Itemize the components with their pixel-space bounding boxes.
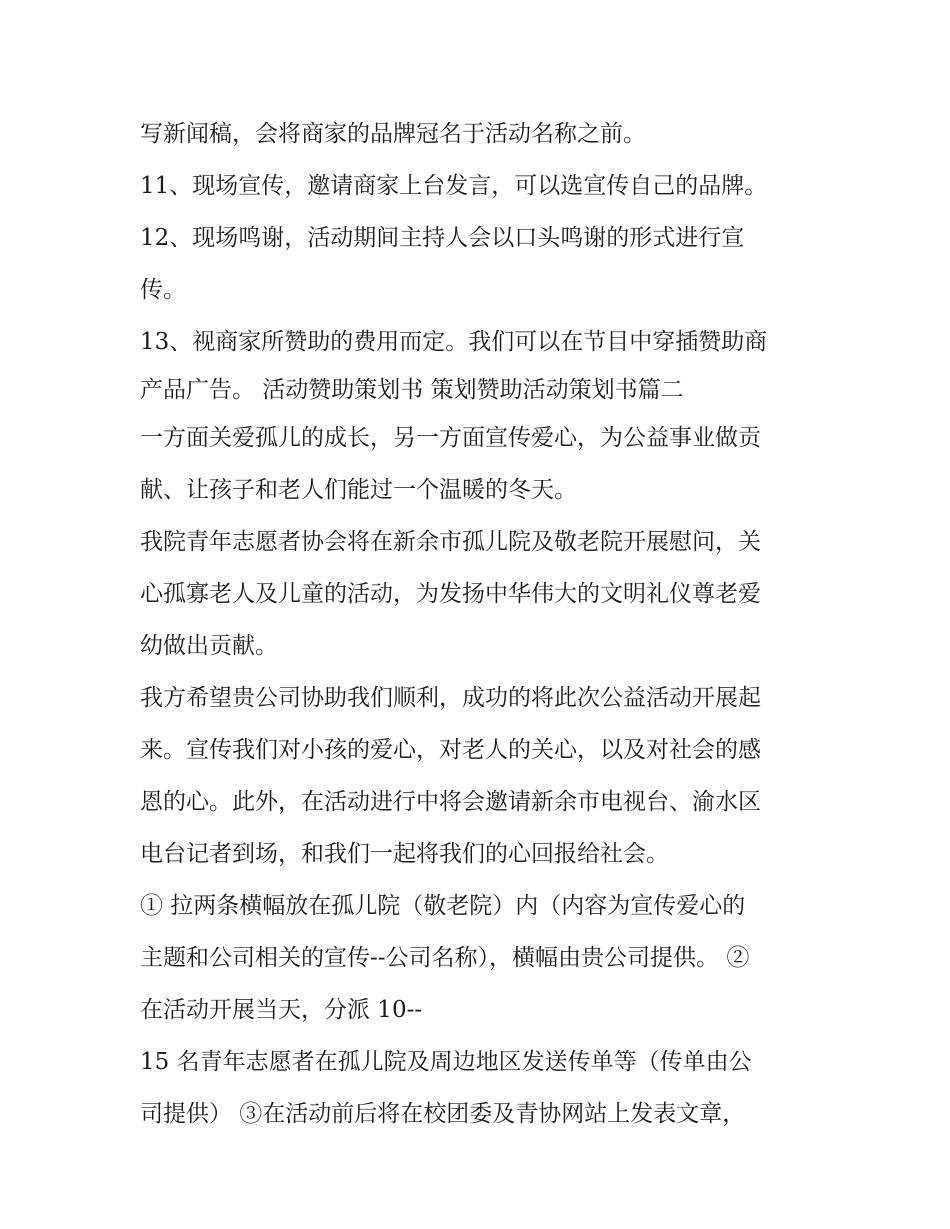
- text-line: 我方希望贵公司协助我们顺利，成功的将此次公益活动开展起: [140, 685, 761, 711]
- text-line: 15 名青年志愿者在孤儿院及周边地区发送传单等（传单由公: [140, 1049, 752, 1075]
- text-line: 13、视商家所赞助的费用而定。我们可以在节目中穿插赞助商: [140, 329, 768, 355]
- text-line: 在活动开展当天，分派 10--: [140, 997, 423, 1023]
- text-line: 电台记者到场，和我们一起将我们的心回报给社会。: [140, 841, 669, 867]
- text-line: 心孤寡老人及儿童的活动，为发扬中华伟大的文明礼仪尊老爱: [140, 581, 761, 607]
- body-text: [140, 108, 830, 1140]
- text-line: 写新闻稿，会将商家的品牌冠名于活动名称之前。: [140, 121, 646, 147]
- text-line: 产品广告。 活动赞助策划书 策划赞助活动策划书篇二: [140, 377, 684, 403]
- text-line: 一方面关爱孤儿的成长，另一方面宣传爱心，为公益事业做贡: [140, 425, 761, 451]
- text-line: 11、现场宣传，邀请商家上台发言，可以选宣传自己的品牌。: [140, 173, 768, 199]
- text-line: 主题和公司相关的宣传--公司名称），横幅由贵公司提供。 ②: [140, 945, 750, 971]
- text-line: 恩的心。此外，在活动进行中将会邀请新余市电视台、渝水区: [140, 789, 761, 815]
- text-line: ① 拉两条横幅放在孤儿院（敬老院）内（内容为宣传爱心的: [140, 893, 746, 919]
- text-line: 司提供） ③在活动前后将在校团委及青协网站上发表文章，: [140, 1101, 746, 1127]
- text-line: 幼做出贡献。: [140, 633, 278, 659]
- text-line: 我院青年志愿者协会将在新余市孤儿院及敬老院开展慰问，关: [140, 529, 761, 555]
- text-line: 来。宣传我们对小孩的爱心，对老人的关心，以及对社会的感: [140, 737, 761, 763]
- text-line: 传。: [140, 277, 186, 303]
- text-line: 献、让孩子和老人们能过一个温暖的冬天。: [140, 477, 577, 503]
- text-line: 12、现场鸣谢，活动期间主持人会以口头鸣谢的形式进行宣: [140, 225, 745, 251]
